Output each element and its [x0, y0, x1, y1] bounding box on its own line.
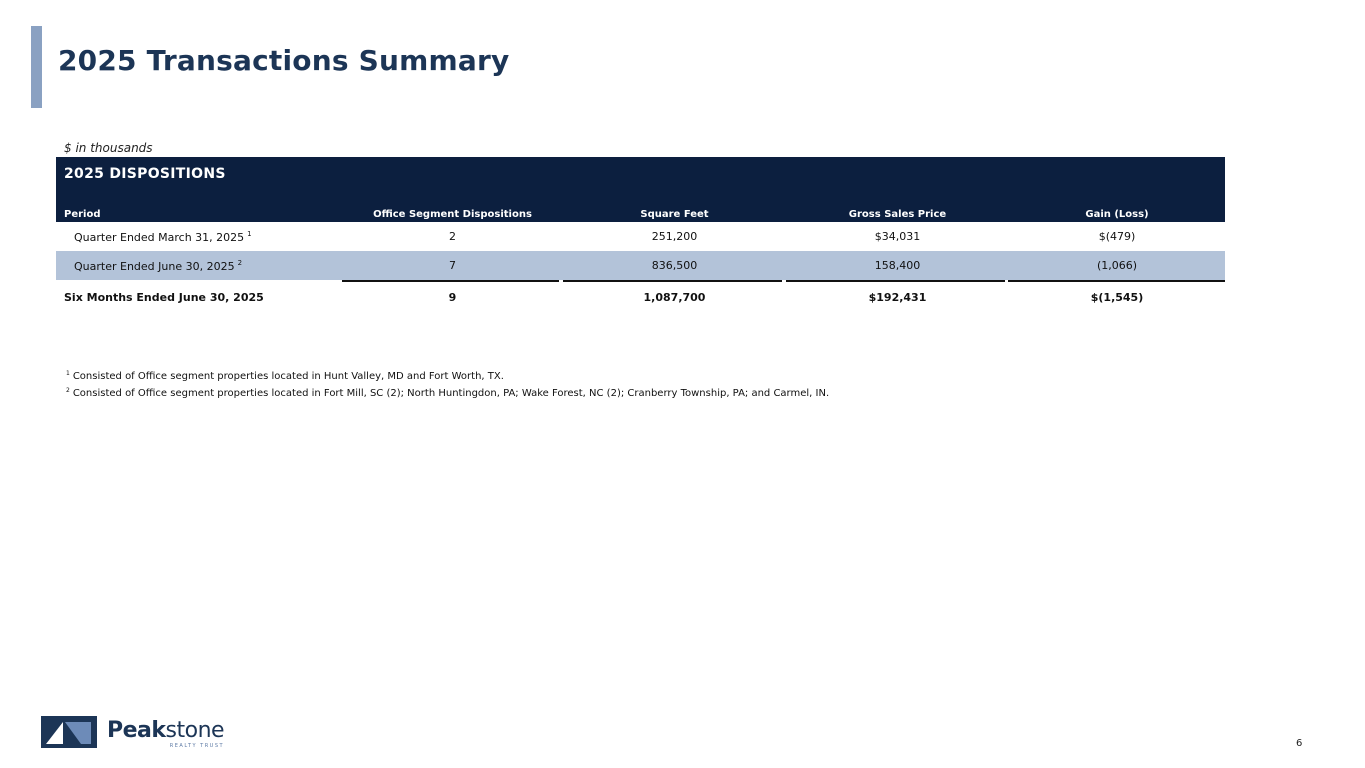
row-gross-sales-price: 158,400 [874, 259, 921, 272]
row-dispositions: 2 [449, 230, 456, 243]
header-dispositions: Office Segment Dispositions [373, 209, 532, 220]
row-period [56, 259, 342, 273]
period-label: Quarter Ended March 31, 2025 [74, 230, 245, 244]
logo-name-bold: Peak [107, 718, 166, 743]
footnote-text: Consisted of Office segment properties located in Fort Mill, SC (2); North Huntingdon, PA; Wake Forest, NC (2); Cranberry Township, PA; and Carmel, IN. [72, 388, 830, 399]
header-gross-sales-price: Gross Sales Price [848, 209, 947, 220]
peakstone-logo-icon [41, 716, 97, 748]
page-title: 2025 Transactions Summary [58, 44, 510, 77]
total-dispositions: 9 [448, 290, 457, 304]
footnote-marker: 2 [237, 258, 243, 267]
footnote-marker: 1 [66, 370, 70, 377]
table-row [56, 222, 1225, 251]
table-row [56, 251, 1225, 280]
dispositions-table [56, 157, 1225, 312]
row-square-feet: 836,500 [651, 259, 698, 272]
footnotes [66, 367, 829, 401]
company-logo [41, 716, 224, 749]
column-headers [56, 209, 1225, 220]
row-gross-sales-price: $34,031 [874, 230, 921, 243]
logo-name-light: stone [165, 718, 225, 743]
total-gross-sales-price: $192,431 [868, 290, 927, 304]
page-number: 6 [1296, 738, 1303, 749]
total-gain-loss: $(1,545) [1090, 290, 1144, 304]
period-label: Quarter Ended June 30, 2025 [74, 259, 235, 273]
logo-subtitle: REALTY TRUST [169, 743, 225, 749]
table-header [56, 157, 1225, 222]
units-note: $ in thousands [64, 141, 153, 155]
header-square-feet: Square Feet [640, 209, 709, 220]
footnote-text: Consisted of Office segment properties located in Hunt Valley, MD and Fort Worth, TX. [72, 371, 504, 382]
row-dispositions: 7 [449, 259, 456, 272]
row-gain-loss: (1,066) [1096, 259, 1138, 272]
header-gain-loss: Gain (Loss) [1085, 209, 1149, 220]
footnote-2 [66, 384, 829, 401]
header-period: Period [64, 209, 101, 220]
row-period [56, 230, 342, 244]
row-gain-loss: $(479) [1098, 230, 1136, 243]
footnote-marker: 2 [66, 387, 70, 394]
logo-name [107, 719, 224, 743]
total-period: Six Months Ended June 30, 2025 [64, 290, 264, 304]
total-rule [56, 280, 1225, 282]
section-title: 2025 DISPOSITIONS [64, 166, 226, 182]
title-accent-bar [31, 26, 42, 108]
footnote-marker: 1 [247, 229, 252, 238]
total-row [56, 282, 1225, 312]
total-square-feet: 1,087,700 [643, 290, 706, 304]
row-square-feet: 251,200 [651, 230, 698, 243]
logo-wordmark [107, 719, 224, 749]
footnote-1 [66, 367, 829, 384]
